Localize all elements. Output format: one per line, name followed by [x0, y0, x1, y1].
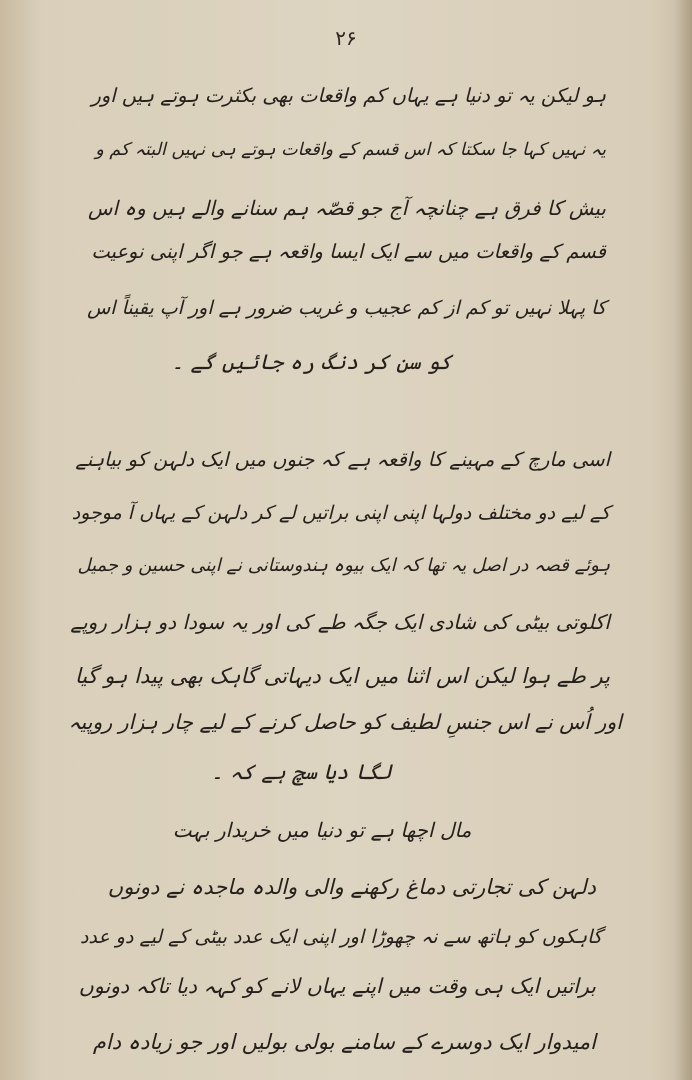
page-number: ۲۶: [335, 26, 357, 50]
text-line: اور اُس نے اس جنسِ لطیف کو حاصل کرنے کے لیے چار ہزار روپیہ: [68, 710, 622, 734]
verse-line: مال اچھا ہے تو دنیا میں خریدار بہت: [172, 818, 472, 842]
text-line: اسی مارچ کے مہینے کا واقعہ ہے کہ جنوں میں ایک دلہن کو بیاہنے: [75, 448, 610, 471]
text-line: براتیں ایک ہی وقت میں اپنے یہاں لانے کو کہہ دیا تاکہ دونوں: [78, 974, 596, 998]
text-line: لگا دیا سچ ہے کہ ۔: [210, 760, 392, 784]
page-edge-shadow: [674, 0, 692, 1080]
text-line: اکلوتی بیٹی کی شادی ایک جگہ طے کی اور یہ سودا دو ہزار روپے: [70, 610, 610, 634]
text-line: ہوئے قصہ در اصل یہ تھا کہ ایک بیوہ ہندوستانی نے اپنی حسین و جمیل: [77, 555, 610, 576]
text-line: یہ نہیں کہا جا سکتا کہ اس قسم کے واقعات ہوتے ہی نہیں البتہ کم و: [95, 140, 606, 160]
text-line: کو سن کر دنگ رہ جائیں گے ۔: [171, 350, 452, 374]
text-line: گاہکوں کو ہاتھ سے نہ چھوڑا اور اپنی ایک عدد بیٹی کے لیے دو عدد: [79, 926, 602, 948]
text-line: ہو لیکن یہ تو دنیا ہے یہاں کم واقعات بھی بکثرت ہوتے ہیں اور: [91, 84, 606, 107]
text-line: پر طے ہوا لیکن اس اثنا میں ایک دیہاتی گاہک بھی پیدا ہو گیا: [74, 664, 610, 688]
text-line: قسم کے واقعات میں سے ایک ایسا واقعہ ہے جو اگر اپنی نوعیت: [91, 240, 606, 263]
text-line: بیش کا فرق ہے چنانچہ آج جو قصّہ ہم سنانے والے ہیں وہ اس: [88, 196, 606, 220]
text-line: امیدوار ایک دوسرے کے سامنے بولی بولیں اور جو زیادہ دام: [92, 1030, 596, 1054]
text-line: کے لیے دو مختلف دولہا اپنی اپنی براتیں لے کر دلہن کے یہاں آ موجود: [71, 502, 610, 524]
text-line: کا پہلا نہیں تو کم از کم عجیب و غریب ضرور ہے اور آپ یقیناً اس: [87, 297, 606, 319]
text-line: دلہن کی تجارتی دماغ رکھنے والی والدہ ماجدہ نے دونوں: [107, 875, 596, 899]
